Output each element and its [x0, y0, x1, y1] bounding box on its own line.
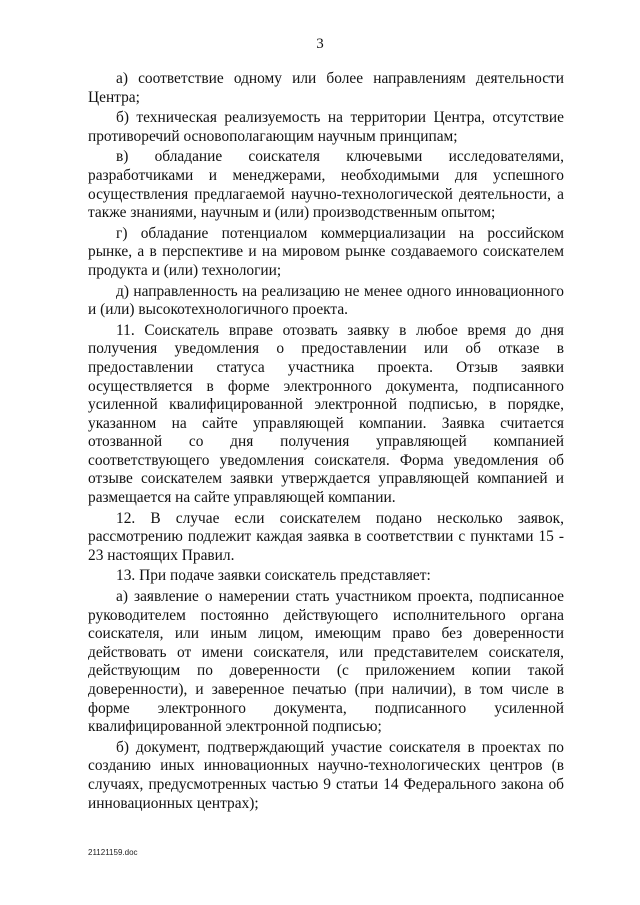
paragraph-criterion-d: д) направленность на реализацию не менее одного инновационного и (или) высокотехнологичного проекта.	[88, 282, 564, 319]
paragraph-clause-13: 13. При подаче заявки соискатель представляет:	[116, 567, 431, 585]
document-body	[88, 70, 564, 815]
paragraph-criterion-a: а) соответствие одному или более направлениям деятельности Центра;	[88, 70, 564, 106]
page-number: 3	[316, 36, 324, 52]
paragraph-clause-11: 11. Соискатель вправе отозвать заявку в любое время до дня получения уведомления о предоставлении или об отказе в предоставлении статуса участника проекта. Отзыв заявки осуществляется в форме электронного документа, подписанного усиленной квалифицированной электронной подписью, в порядке, указанном на сайте управляющей компании. Заявка считается отозванной со дня получения управляющей компанией соответствующего уведомления соискателя. Форма уведомления об отзыве соискателем заявки утверждается управляющей компанией и размещается на сайте управляющей компании.	[88, 321, 564, 507]
paragraph-criterion-v: в) обладание соискателя ключевыми исследователями, разработчиками и менеджерами, необходимыми для успешного осуществления предлагаемой научно-технологической деятельности, а также знаниями, научным и (или) производственным опытом;	[88, 148, 564, 222]
paragraph-clause-13-b: б) документ, подтверждающий участие соискателя в проектах по созданию иных инновационных научно-технологических центров (в случаях, предусмотренных частью 9 статьи 14 Федерального закона об инновационных центрах);	[88, 738, 564, 812]
paragraph-clause-12: 12. В случае если соискателем подано несколько заявок, рассмотрению подлежит каждая заявка в соответствии с пунктами 15 - 23 настоящих Правил.	[88, 509, 564, 564]
paragraph-criterion-b: б) техническая реализуемость на территории Центра, отсутствие противоречий основополагающим научным принципам;	[88, 109, 564, 145]
paragraph-criterion-g: г) обладание потенциалом коммерциализации на российском рынке, а в перспективе и на мировом рынке создаваемого соискателем продукта и (или) технологии;	[88, 224, 564, 279]
footer-filename: 21121159.doc	[88, 848, 138, 857]
paragraph-clause-13-a: а) заявление о намерении стать участником проекта, подписанное руководителем постоянно действующего исполнительного органа соискателя, или иным лицом, имеющим право без доверенности действовать от имени соискателя, или представителем соискателя, действующим по доверенности (с приложением копии такой доверенности), и заверенное печатью (при наличии), в том числе в форме электронного документа, подписанного усиленной квалифицированной электронной подписью;	[88, 588, 564, 736]
